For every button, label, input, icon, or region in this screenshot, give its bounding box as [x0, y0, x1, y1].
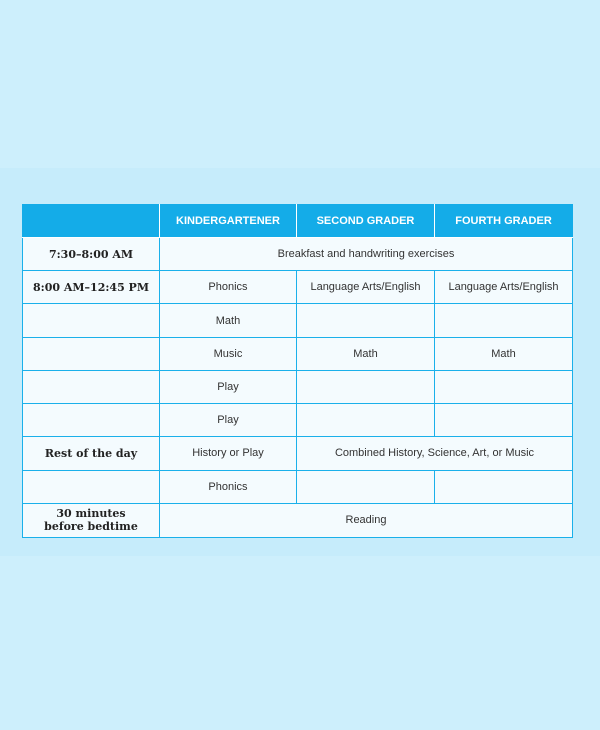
second-grader-cell [297, 404, 435, 437]
kindergartener-cell: Music [160, 337, 297, 370]
second-grader-cell: Language Arts/English [297, 271, 435, 304]
fourth-grader-cell: Language Arts/English [435, 271, 573, 304]
fourth-grader-cell [435, 470, 573, 503]
time-cell: 7:30–8:00 AM [23, 238, 160, 271]
table-row [23, 437, 573, 470]
time-cell: 8:00 AM–12:45 PM [23, 271, 160, 304]
fourth-grader-cell [435, 370, 573, 403]
merged-cell: Breakfast and handwriting exercises [160, 238, 573, 271]
kindergartener-cell: History or Play [160, 437, 297, 470]
time-cell [23, 404, 160, 437]
header-time [23, 205, 160, 238]
table-row [23, 503, 573, 537]
time-cell [23, 470, 160, 503]
time-cell [23, 337, 160, 370]
kindergartener-cell: Math [160, 304, 297, 337]
schedule-table [22, 204, 573, 538]
second-grader-cell [297, 470, 435, 503]
table-row [23, 470, 573, 503]
table-row [23, 337, 573, 370]
fourth-grader-cell [435, 404, 573, 437]
kindergartener-cell: Play [160, 370, 297, 403]
fourth-grader-cell [435, 304, 573, 337]
header-second-grader: SECOND GRADER [297, 205, 435, 238]
table-row [23, 238, 573, 271]
table-row [23, 404, 573, 437]
time-line: before bedtime [44, 520, 138, 534]
kindergartener-cell: Phonics [160, 271, 297, 304]
second-grader-cell [297, 304, 435, 337]
header-fourth-grader: FOURTH GRADER [435, 205, 573, 238]
merged-cell: Reading [160, 503, 573, 537]
time-cell: Rest of the day [23, 437, 160, 470]
header-row [23, 205, 573, 238]
second-grader-cell: Math [297, 337, 435, 370]
kindergartener-cell: Phonics [160, 470, 297, 503]
time-cell [23, 503, 160, 537]
merged-cell: Combined History, Science, Art, or Music [297, 437, 573, 470]
time-cell [23, 370, 160, 403]
time-line: 30 minutes [56, 507, 126, 521]
kindergartener-cell: Play [160, 404, 297, 437]
table-row [23, 370, 573, 403]
table-row [23, 304, 573, 337]
header-kindergartener: KINDERGARTENER [160, 205, 297, 238]
table-row [23, 271, 573, 304]
second-grader-cell [297, 370, 435, 403]
fourth-grader-cell: Math [435, 337, 573, 370]
time-cell [23, 304, 160, 337]
